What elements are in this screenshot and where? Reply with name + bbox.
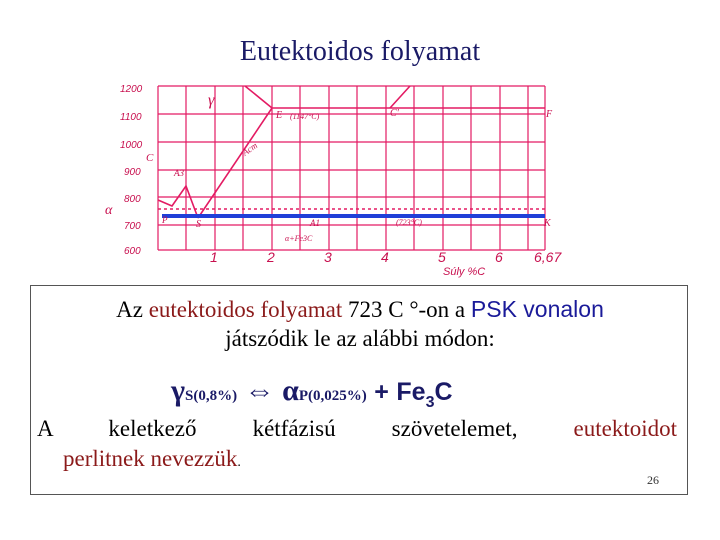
phase-diagram bbox=[100, 78, 570, 278]
para2-period: . bbox=[237, 455, 241, 470]
conclusion-line-1 bbox=[37, 416, 677, 442]
eq-sub-s: S(0,8%) bbox=[185, 388, 238, 404]
es-line bbox=[198, 108, 272, 218]
x-axis-label: Súly %C bbox=[443, 266, 486, 278]
reaction-equation bbox=[171, 374, 453, 412]
term-pearlite: perlitnek nevezzük bbox=[63, 446, 238, 471]
intro-az: Az bbox=[116, 297, 143, 322]
intro-temp: 723 C °-on a bbox=[347, 297, 466, 322]
x-tick-label: 3 bbox=[324, 249, 332, 265]
eq-arrow-icon: ⇔ bbox=[244, 374, 275, 407]
y-tick-label: 1000 bbox=[120, 140, 143, 151]
alpha-label: α bbox=[105, 203, 113, 218]
alpha-fe3c-label: α+Fe3C bbox=[285, 234, 313, 243]
y-tick-label: 1200 bbox=[120, 84, 143, 95]
gs-line bbox=[158, 186, 198, 218]
eq-gamma: γ bbox=[171, 374, 186, 407]
para-a: A bbox=[37, 416, 53, 441]
a3-label: A3 bbox=[174, 168, 184, 178]
x-tick-labels bbox=[210, 249, 562, 265]
slide-title: Eutektoidos folyamat bbox=[239, 36, 481, 67]
para-b: keletkező bbox=[108, 416, 197, 441]
y-tick-labels bbox=[120, 84, 143, 257]
y-tick-label: 1100 bbox=[120, 112, 142, 123]
s-point-label: S bbox=[196, 219, 201, 230]
x-tick-label: 1 bbox=[210, 249, 218, 265]
c-point-label: C' bbox=[390, 108, 399, 119]
y-tick-label: 700 bbox=[124, 221, 141, 232]
eq-alpha: α bbox=[282, 374, 299, 407]
y-tick-label: 600 bbox=[124, 246, 141, 257]
a1-temp-label: (723°C) bbox=[396, 218, 422, 227]
conclusion-line-2 bbox=[63, 446, 241, 472]
k-point-label: K bbox=[544, 218, 551, 229]
p-point-label: P bbox=[162, 215, 168, 225]
eq-fe-sub: 3 bbox=[425, 394, 435, 411]
gamma-label: γ bbox=[208, 92, 215, 109]
x-tick-label: 6 bbox=[495, 249, 503, 265]
acm-label: Acm bbox=[240, 140, 260, 158]
term-eutectoid-2: eutektoidot bbox=[573, 416, 678, 441]
c-label-left: C bbox=[146, 152, 154, 164]
term-eutectoid: eutektoidos folyamat bbox=[148, 297, 343, 322]
a1-label: A1 bbox=[310, 218, 320, 228]
phase-curves bbox=[158, 86, 545, 218]
f-point-label: F bbox=[546, 109, 553, 120]
e-point-label: E bbox=[276, 110, 283, 121]
y-tick-label: 800 bbox=[124, 194, 141, 205]
e-temp-label: (1147°C) bbox=[290, 112, 320, 121]
para-c: kétfázisú bbox=[252, 416, 336, 441]
eq-fe: Fe bbox=[396, 378, 426, 406]
page-number: 26 bbox=[647, 473, 659, 487]
eq-c: C bbox=[434, 378, 453, 406]
explanation-box bbox=[30, 285, 688, 495]
liquidus-right bbox=[390, 86, 410, 108]
y-tick-label: 900 bbox=[124, 167, 141, 178]
x-tick-label: 2 bbox=[267, 249, 275, 265]
eq-plus: + bbox=[374, 378, 389, 406]
liquidus-left bbox=[245, 86, 272, 108]
eq-sub-p: P(0,025%) bbox=[298, 388, 367, 404]
x-tick-label: 6,67 bbox=[534, 249, 562, 265]
intro-line-2: játszódik le az alábbi módon: bbox=[225, 326, 495, 351]
term-psk-line: PSK vonalon bbox=[470, 296, 604, 322]
para-d: szövetelemet, bbox=[391, 416, 518, 441]
x-tick-label: 4 bbox=[381, 249, 389, 265]
grid bbox=[158, 86, 545, 250]
intro-line bbox=[31, 296, 689, 323]
x-tick-label: 5 bbox=[438, 249, 446, 265]
